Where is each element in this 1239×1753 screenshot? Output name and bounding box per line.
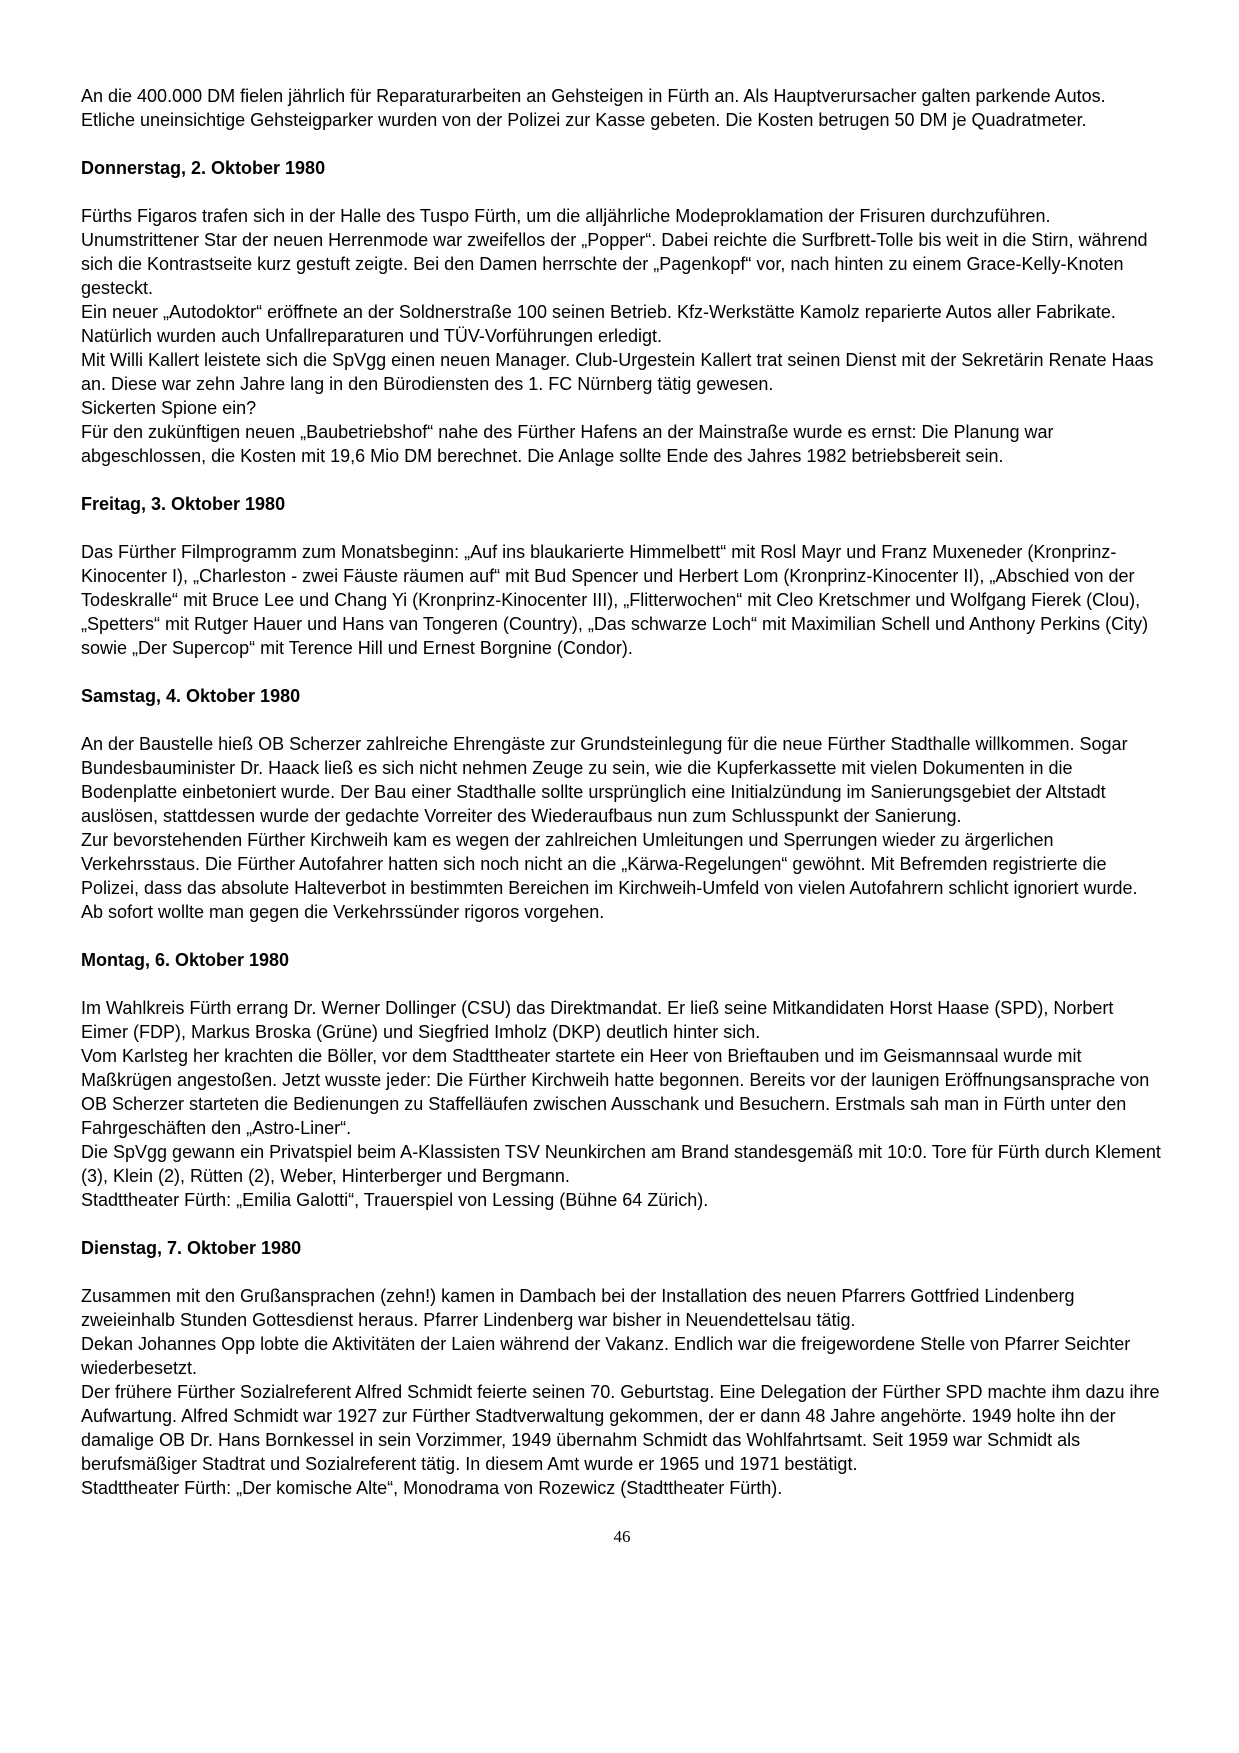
body-paragraph: Stadttheater Fürth: „Der komische Alte“, Monodrama von Rozewicz (Stadttheater Fürth). xyxy=(81,1478,783,1498)
body-paragraph: An der Baustelle hieß OB Scherzer zahlreiche Ehrengäste zur Grundsteinlegung für die neue Fürther Stadthalle willkommen. Sogar Bundesbauminister Dr. Haack ließ es sich nicht nehmen Zeuge zu sein, wie die Kupferkassette mit vielen Dokumenten in die Bodenplatte einbetoniert wurde. Der Bau einer Stadthalle sollte ursprünglich eine Initialzündung im Sanierungsgebiet der Altstadt auslösen, stattdessen wurde der gedachte Vorreiter des Wiederaufbaus nun zum Schlusspunkt der Sanierung. xyxy=(81,734,1128,826)
body-paragraph: Ein neuer „Autodoktor“ eröffnete an der Soldnerstraße 100 seinen Betrieb. Kfz-Werkstätte Kamolz reparierte Autos aller Fabrikate. Natürlich wurden auch Unfallreparaturen und TÜV-Vorführungen erledigt. xyxy=(81,302,1116,346)
section-heading: Donnerstag, 2. Oktober 1980 xyxy=(81,158,326,178)
date-section-montag xyxy=(81,948,1163,1212)
section-heading: Samstag, 4. Oktober 1980 xyxy=(81,686,301,706)
body-paragraph: Stadttheater Fürth: „Emilia Galotti“, Trauerspiel von Lessing (Bühne 64 Zürich). xyxy=(81,1190,709,1210)
date-section-samstag xyxy=(81,684,1163,924)
section-heading: Dienstag, 7. Oktober 1980 xyxy=(81,1238,302,1258)
body-paragraph: Der frühere Fürther Sozialreferent Alfred Schmidt feierte seinen 70. Geburtstag. Eine Delegation der Fürther SPD machte ihm dazu ihre Aufwartung. Alfred Schmidt war 1927 zur Fürther Stadtverwaltung gekommen, der er dann 48 Jahre angehörte. 1949 holte ihn der damalige OB Dr. Hans Bornkessel in sein Vorzimmer, 1949 übernahm Schmidt das Wohlfahrtsamt. Seit 1959 war Schmidt als berufsmäßiger Stadtrat und Sozialreferent tätig. In diesem Amt wurde er 1965 und 1971 bestätigt. xyxy=(81,1382,1160,1474)
date-section-dienstag xyxy=(81,1236,1163,1500)
body-paragraph: Dekan Johannes Opp lobte die Aktivitäten der Laien während der Vakanz. Endlich war die freigewordene Stelle von Pfarrer Seichter wiederbesetzt. xyxy=(81,1334,1131,1378)
body-paragraph: Sickerten Spione ein? xyxy=(81,398,257,418)
body-paragraph: Zur bevorstehenden Fürther Kirchweih kam es wegen der zahlreichen Umleitungen und Sperrungen wieder zu ärgerlichen Verkehrsstaus. Die Fürther Autofahrer hatten sich noch nicht an die „Kärwa-Regelungen“ gewöhnt. Mit Befremden registrierte die Polizei, dass das absolute Halteverbot in bestimmten Bereichen im Kirchweih-Umfeld von vielen Autofahrern schlicht ignoriert wurde. Ab sofort wollte man gegen die Verkehrssünder rigoros vorgehen. xyxy=(81,830,1138,922)
date-section-freitag xyxy=(81,492,1163,660)
body-paragraph: Vom Karlsteg her krachten die Böller, vor dem Stadttheater startete ein Heer von Brieftauben und im Geismannsaal wurde mit Maßkrügen angestoßen. Jetzt wusste jeder: Die Fürther Kirchweih hatte begonnen. Bereits vor der launigen Eröffnungsansprache von OB Scherzer starteten die Bedienungen zu Staffelläufen zwischen Ausschank und Besuchern. Erstmals sah man in Fürth unter den Fahrgeschäften den „Astro-Liner“. xyxy=(81,1046,1150,1138)
section-heading: Montag, 6. Oktober 1980 xyxy=(81,950,290,970)
intro-paragraph: An die 400.000 DM fielen jährlich für Reparaturarbeiten an Gehsteigen in Fürth an. Als Hauptverursacher galten parkende Autos. Etliche uneinsichtige Gehsteigparker wurden von der Polizei zur Kasse gebeten. Die Kosten betrugen 50 DM je Quadratmeter. xyxy=(81,86,1106,130)
body-paragraph: Im Wahlkreis Fürth errang Dr. Werner Dollinger (CSU) das Direktmandat. Er ließ seine Mitkandidaten Horst Haase (SPD), Norbert Eimer (FDP), Markus Broska (Grüne) und Siegfried Imholz (DKP) deutlich hinter sich. xyxy=(81,998,1114,1042)
body-paragraph: Mit Willi Kallert leistete sich die SpVgg einen neuen Manager. Club-Urgestein Kallert trat seinen Dienst mit der Sekretärin Renate Haas an. Diese war zehn Jahre lang in den Bürodiensten des 1. FC Nürnberg tätig gewesen. xyxy=(81,350,1154,394)
body-paragraph: Die SpVgg gewann ein Privatspiel beim A-Klassisten TSV Neunkirchen am Brand standesgemäß mit 10:0. Tore für Fürth durch Klement (3), Klein (2), Rütten (2), Weber, Hinterberger und Bergmann. xyxy=(81,1142,1161,1186)
body-paragraph: Zusammen mit den Grußansprachen (zehn!) kamen in Dambach bei der Installation des neuen Pfarrers Gottfried Lindenberg zweieinhalb Stunden Gottesdienst heraus. Pfarrer Lindenberg war bisher in Neuendettelsau tätig. xyxy=(81,1286,1075,1330)
body-paragraph: Für den zukünftigen neuen „Baubetriebshof“ nahe des Fürther Hafens an der Mainstraße wurde es ernst: Die Planung war abgeschlossen, die Kosten mit 19,6 Mio DM berechnet. Die Anlage sollte Ende des Jahres 1982 betriebsbereit sein. xyxy=(81,422,1054,466)
body-paragraph: Das Fürther Filmprogramm zum Monatsbeginn: „Auf ins blaukarierte Himmelbett“ mit Rosl Mayr und Franz Muxeneder (Kronprinz-Kinocenter I), „Charleston - zwei Fäuste räumen auf“ mit Bud Spencer und Herbert Lom (Kronprinz-Kinocenter II), „Abschied von der Todeskralle“ mit Bruce Lee und Chang Yi (Kronprinz-Kinocenter III), „Flitterwochen“ mit Cleo Kretschmer und Wolfgang Fierek (Clou), „Spetters“ mit Rutger Hauer und Hans van Tongeren (Country), „Das schwarze Loch“ mit Maximilian Schell und Anthony Perkins (City) sowie „Der Supercop“ mit Terence Hill und Ernest Borgnine (Condor). xyxy=(81,542,1149,658)
body-paragraph: Fürths Figaros trafen sich in der Halle des Tuspo Fürth, um die alljährliche Modeproklamation der Frisuren durchzuführen. Unumstrittener Star der neuen Herrenmode war zweifellos der „Popper“. Dabei reichte die Surfbrett-Tolle bis weit in die Stirn, während sich die Kontrastseite kurz gestuft zeigte. Bei den Damen herrschte der „Pagenkopf“ vor, nach hinten zu einem Grace-Kelly-Knoten gesteckt. xyxy=(81,206,1148,298)
page-number: 46 xyxy=(613,1527,631,1546)
date-section-donnerstag xyxy=(81,156,1163,468)
section-heading: Freitag, 3. Oktober 1980 xyxy=(81,494,286,514)
